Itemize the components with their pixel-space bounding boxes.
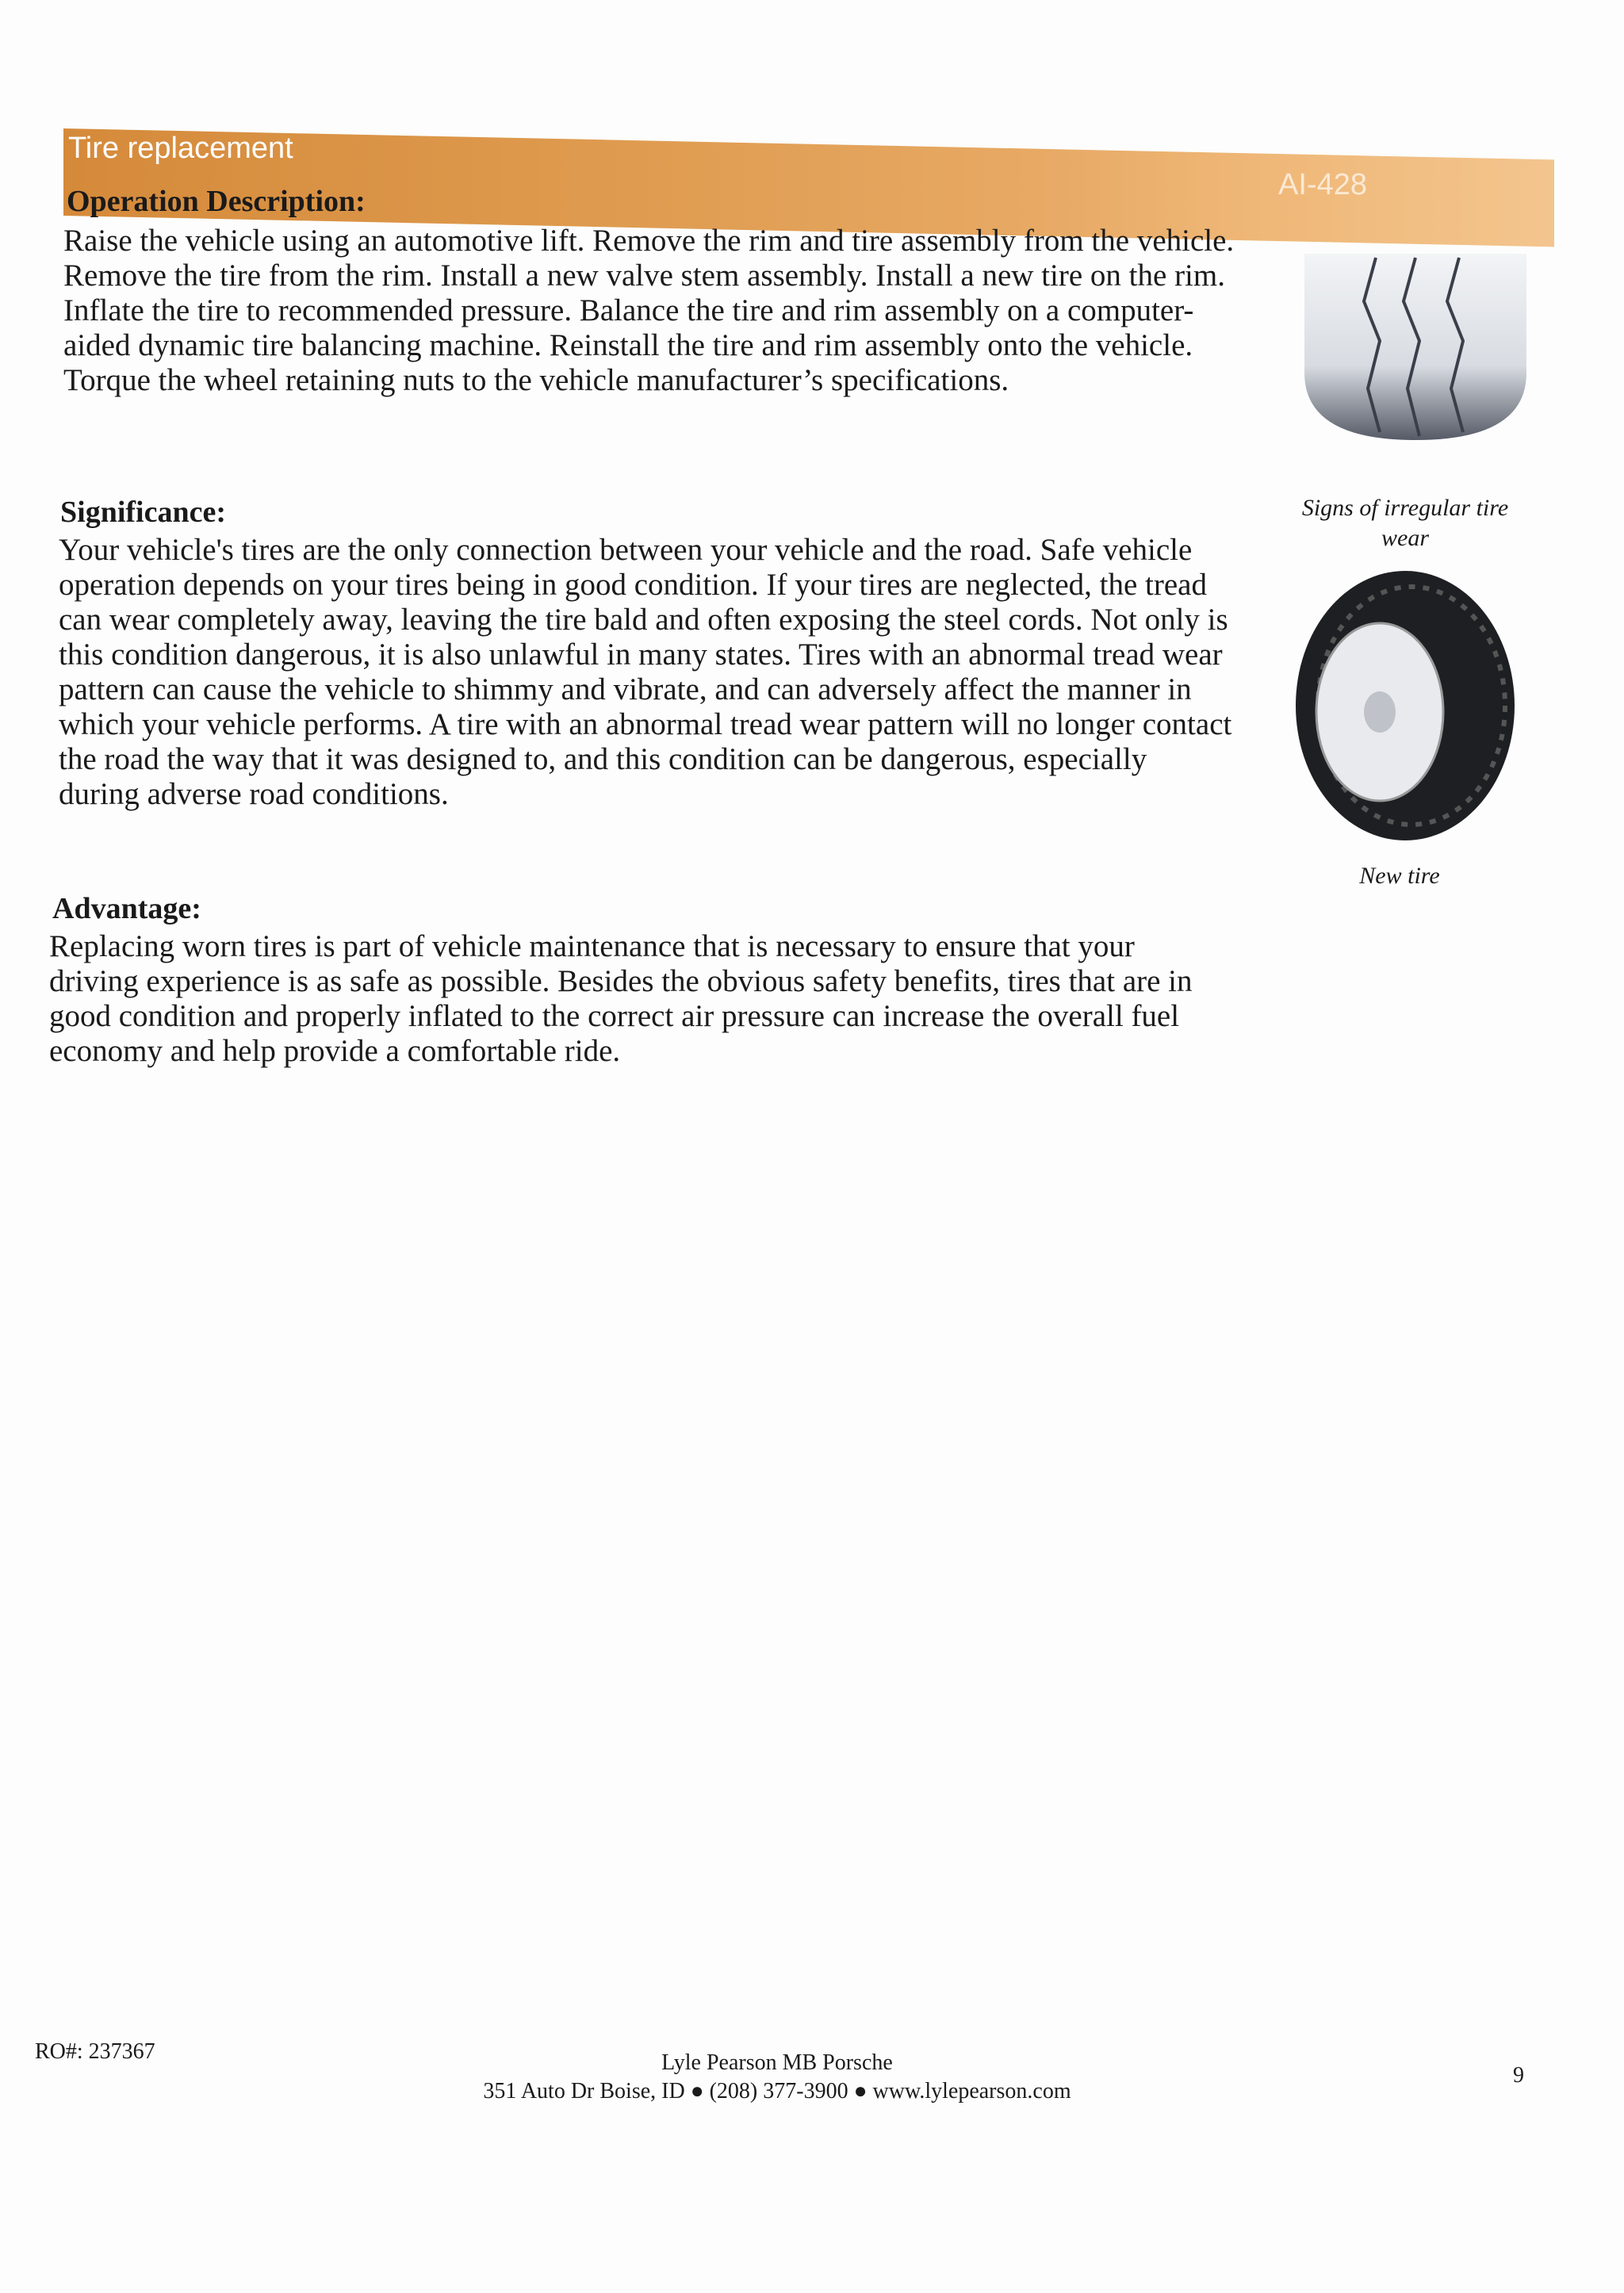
significance-heading: Significance: <box>60 496 226 529</box>
page-title: Tire replacement <box>68 132 293 165</box>
operation-text: Raise the vehicle using an automotive lift. Remove the rim and tire assembly from the vehicle. Remove the tire from the rim. Install a new valve stem assembly. Install a new tire on the rim. Inflate the tire to recommended pressure. Balance the tire and rim assembly on a computer-aided dynamic tire balancing machine. Reinstall the tire and rim assembly onto the vehicle. Torque the wheel retaining nuts to the vehicle manufacturer’s specifications. <box>63 224 1235 397</box>
advantage-text: Replacing worn tires is part of vehicle maintenance that is necessary to ensure that your driving experience is as safe as possible. Besides the obvious safety benefits, tires that are in good condition and properly inflated to the correct air pressure can increase the overall fuel economy and help provide a comfortable ride. <box>49 929 1193 1068</box>
operation-code: AI-428 <box>1278 168 1367 201</box>
dealer-address: 351 Auto Dr Boise, ID ● (208) 377-3900 ● www.lylepearson.com <box>483 2079 1071 2104</box>
advantage-heading: Advantage: <box>52 892 201 925</box>
page-number: 9 <box>1513 2063 1524 2088</box>
worn-tire-image <box>1300 254 1530 440</box>
worn-tire-caption: Signs of irregular tire wear <box>1301 495 1509 551</box>
significance-text: Your vehicle's tires are the only connection between your vehicle and the road. Safe vehicle operation depends on your tires being in good condition. If your tires are neglected, the tread can wear completely away, leaving the tire bald and often exposing the steel cords. Not only is this condition dangerous, it is also unlawful in many states. Tires with an abnormal tread wear pattern can cause the vehicle to shimmy and vibrate, and can adversely affect the manner in which your vehicle performs. A tire with an abnormal tread wear pattern will no longer contact the road the way that it was designed to, and this condition can be dangerous, especially during adverse road conditions. <box>59 533 1232 811</box>
dealer-name: Lyle Pearson MB Porsche <box>661 2050 893 2075</box>
operation-heading: Operation Description: <box>67 185 366 218</box>
new-tire-caption: New tire <box>1359 863 1440 889</box>
new-tire-image <box>1293 569 1519 843</box>
repair-order-number: RO#: 237367 <box>35 2039 155 2064</box>
